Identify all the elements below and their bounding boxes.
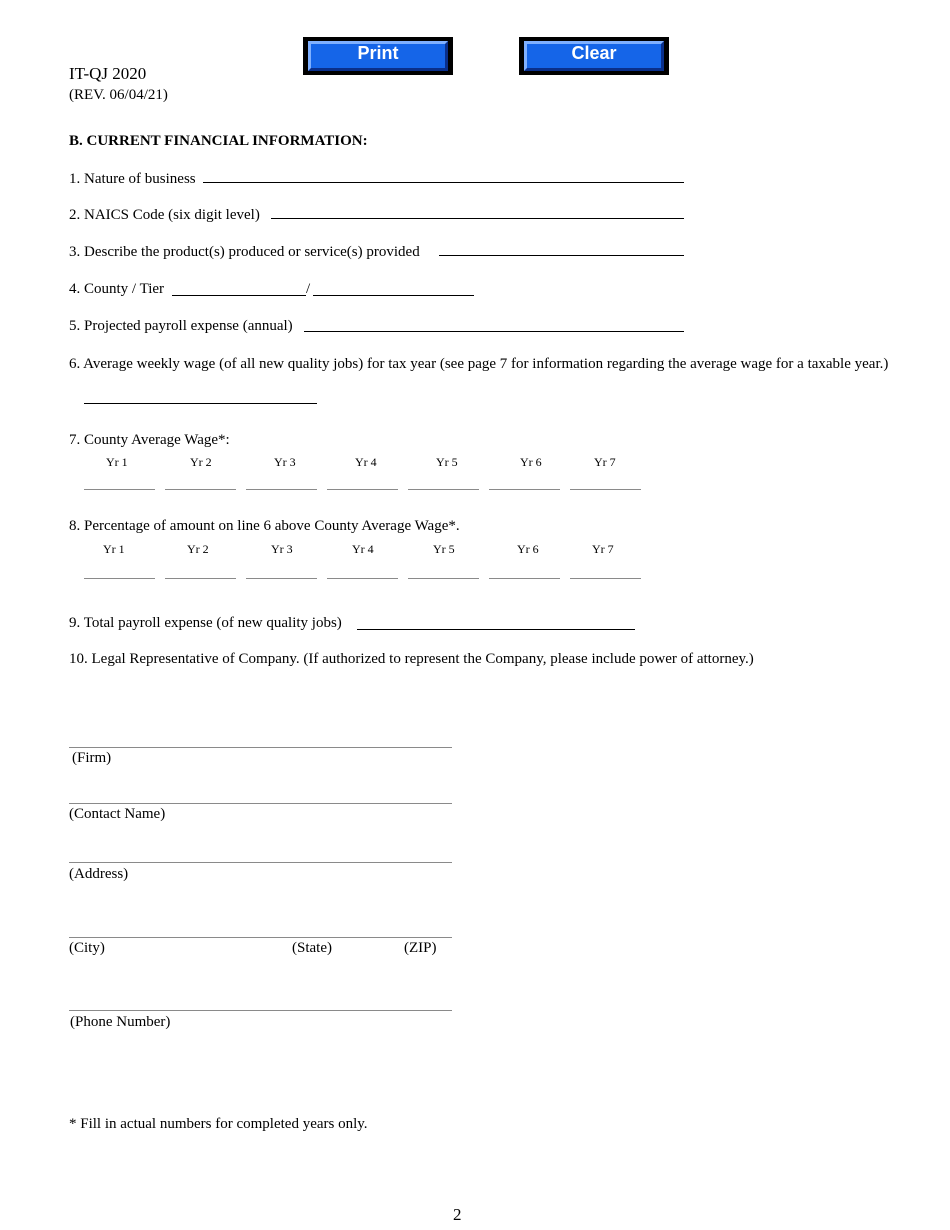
cw-year-field[interactable] <box>246 489 317 490</box>
contact-name-field[interactable] <box>69 803 452 804</box>
city-label: (City) <box>69 940 105 956</box>
nature-of-business-label: 1. Nature of business <box>69 171 196 187</box>
legal-representative-label: 10. Legal Representative of Company. (If authorized to represent the Company, please include power of attorney.) <box>69 651 754 667</box>
pct-year-field[interactable] <box>489 578 560 579</box>
pct-year-field[interactable] <box>84 578 155 579</box>
county-average-wage-label: 7. County Average Wage*: <box>69 432 230 448</box>
pct-year-label: Yr 4 <box>352 542 374 556</box>
pct-year-field[interactable] <box>246 578 317 579</box>
firm-field[interactable] <box>69 747 452 748</box>
pct-year-label: Yr 7 <box>592 542 614 556</box>
address-label: (Address) <box>69 866 129 882</box>
naics-code-field[interactable] <box>271 218 684 219</box>
phone-number-label: (Phone Number) <box>70 1014 171 1030</box>
cw-year-label: Yr 1 <box>106 455 128 469</box>
county-field[interactable] <box>172 295 306 296</box>
form-revision: (REV. 06/04/21) <box>69 87 168 103</box>
cw-year-label: Yr 2 <box>190 455 212 469</box>
pct-year-label: Yr 5 <box>433 542 455 556</box>
print-button-frame <box>303 37 453 75</box>
cw-year-label: Yr 3 <box>274 455 296 469</box>
naics-code-label: 2. NAICS Code (six digit level) <box>69 207 260 223</box>
tier-field[interactable] <box>313 295 474 296</box>
form-id: IT-QJ 2020 <box>69 64 147 83</box>
address-field[interactable] <box>69 862 452 863</box>
average-weekly-wage-label: 6. Average weekly wage (of all new quality jobs) for tax year (see page 7 for information regarding the average wage for a taxable year.) <box>69 356 889 372</box>
cw-year-label: Yr 4 <box>355 455 377 469</box>
pct-year-label: Yr 3 <box>271 542 293 556</box>
percentage-above-wage-label: 8. Percentage of amount on line 6 above County Average Wage*. <box>69 518 460 534</box>
cw-year-label: Yr 7 <box>594 455 616 469</box>
phone-number-field[interactable] <box>69 1010 452 1011</box>
pct-year-field[interactable] <box>408 578 479 579</box>
section-title: B. CURRENT FINANCIAL INFORMATION: <box>69 133 368 149</box>
nature-of-business-field[interactable] <box>203 182 684 183</box>
pct-year-field[interactable] <box>570 578 641 579</box>
county-tier-label: 4. County / Tier <box>69 281 165 297</box>
firm-label: (Firm) <box>72 750 112 766</box>
projected-payroll-field[interactable] <box>304 331 684 332</box>
projected-payroll-label: 5. Projected payroll expense (annual) <box>69 318 293 334</box>
total-payroll-field[interactable] <box>357 629 635 630</box>
pct-year-label: Yr 1 <box>103 542 125 556</box>
average-weekly-wage-field[interactable] <box>84 403 317 404</box>
zip-label: (ZIP) <box>404 940 437 956</box>
clear-button-frame <box>519 37 669 75</box>
cw-year-label: Yr 6 <box>520 455 542 469</box>
state-label: (State) <box>292 940 332 956</box>
county-tier-separator: / <box>306 281 311 297</box>
city-state-zip-field[interactable] <box>69 937 452 938</box>
total-payroll-label: 9. Total payroll expense (of new quality jobs) <box>69 615 342 631</box>
cw-year-field[interactable] <box>489 489 560 490</box>
footnote: * Fill in actual numbers for completed years only. <box>69 1116 368 1132</box>
cw-year-label: Yr 5 <box>436 455 458 469</box>
products-services-label: 3. Describe the product(s) produced or service(s) provided <box>69 244 420 260</box>
pct-year-label: Yr 6 <box>517 542 539 556</box>
page-number: 2 <box>453 1205 462 1224</box>
pct-year-label: Yr 2 <box>187 542 209 556</box>
pct-year-field[interactable] <box>165 578 236 579</box>
cw-year-field[interactable] <box>165 489 236 490</box>
cw-year-field[interactable] <box>84 489 155 490</box>
cw-year-field[interactable] <box>327 489 398 490</box>
contact-name-label: (Contact Name) <box>69 806 166 822</box>
cw-year-field[interactable] <box>570 489 641 490</box>
pct-year-field[interactable] <box>327 578 398 579</box>
print-button[interactable]: Print <box>308 41 448 71</box>
cw-year-field[interactable] <box>408 489 479 490</box>
clear-button[interactable]: Clear <box>524 41 664 71</box>
products-services-field[interactable] <box>439 255 684 256</box>
